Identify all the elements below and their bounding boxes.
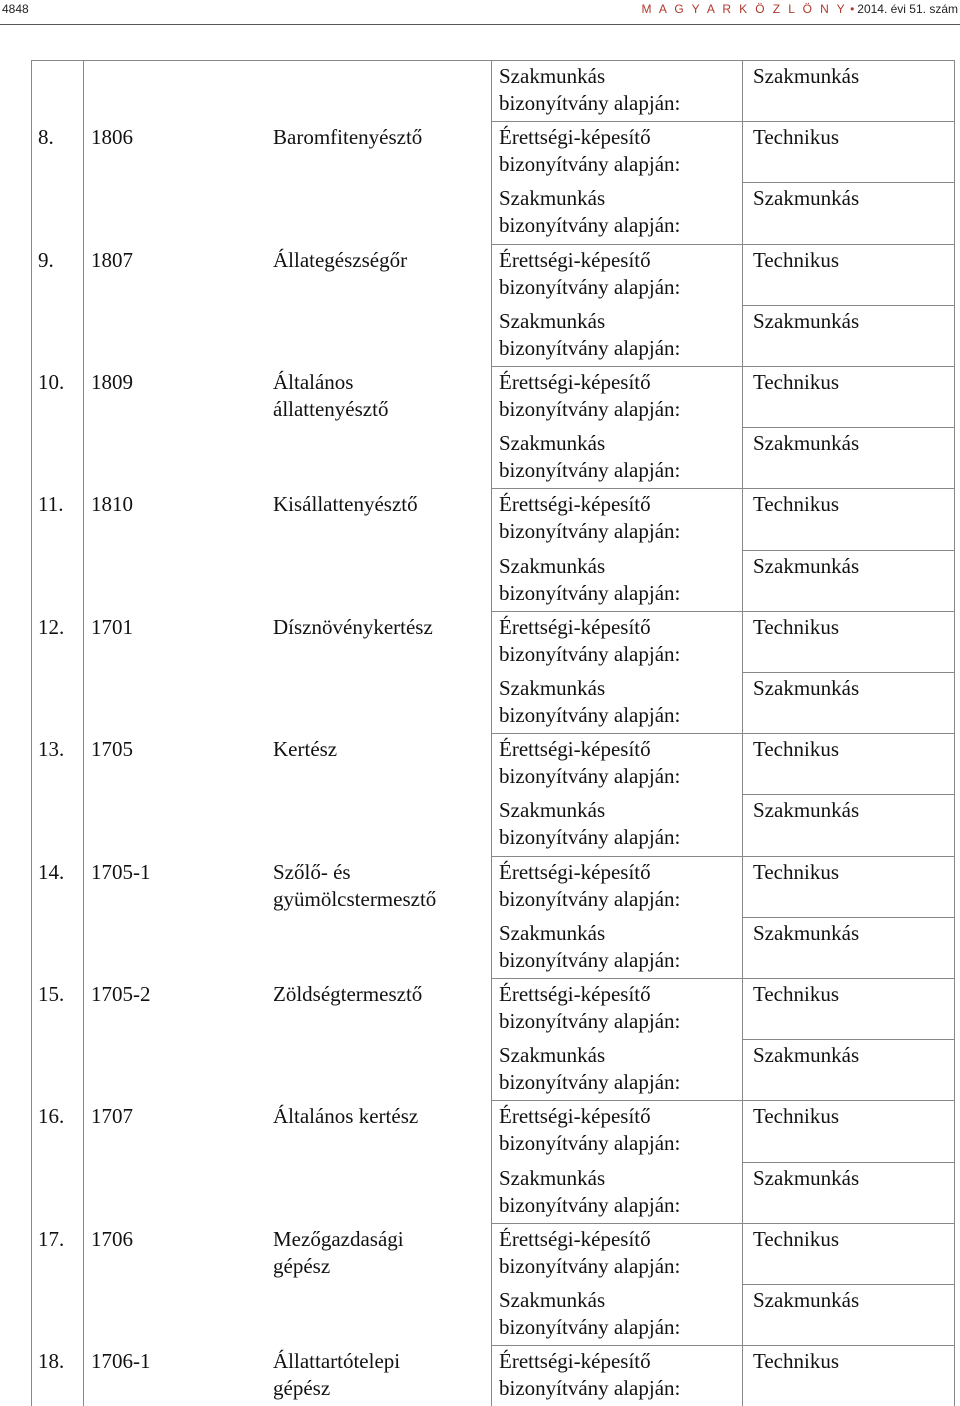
result-qualification: Szakmunkás [753, 308, 860, 333]
qualification-label: Érettségi-képesítő [499, 614, 651, 639]
row-number: 18. [38, 1349, 65, 1374]
qualification-basis: bizonyítvány alapján: [499, 458, 681, 483]
row-separator [491, 366, 954, 367]
row-number: 13. [38, 737, 65, 762]
publication-title [641, 2, 958, 16]
occupation-name: állattenyésztő [273, 397, 389, 421]
page-number: 4848 [2, 2, 29, 16]
qualification-basis: bizonyítvány alapján: [499, 703, 681, 727]
header-rule [0, 24, 960, 25]
row-separator [491, 1100, 954, 1101]
qualification-label: Szakmunkás [499, 308, 606, 333]
result-qualification: Szakmunkás [753, 186, 860, 211]
qualification-label: Szakmunkás [499, 186, 606, 211]
qualification-label: Érettségi-képesítő [499, 1349, 651, 1374]
row-separator [742, 182, 954, 183]
row-separator [742, 917, 954, 918]
row-separator [491, 1223, 954, 1224]
row-separator [491, 488, 954, 489]
result-qualification: Technikus [753, 492, 840, 517]
occupation-name: Kisállattenyésztő [273, 492, 418, 517]
occupation-code: 1810 [91, 492, 133, 517]
row-number: 17. [38, 1226, 65, 1251]
occupation-name: Állategészségőr [273, 247, 408, 272]
result-qualification: Szakmunkás [753, 1043, 860, 1068]
qualification-label: Érettségi-képesítő [499, 247, 651, 272]
separator-dot: • [850, 2, 855, 16]
row-separator [491, 733, 954, 734]
result-qualification: Szakmunkás [753, 798, 860, 823]
qualification-basis: bizonyítvány alapján: [499, 213, 681, 238]
occupation-name: gyümölcstermesztő [273, 886, 437, 911]
row-separator [491, 244, 954, 245]
row-number: 12. [38, 614, 65, 639]
result-qualification: Technikus [753, 737, 840, 762]
row-separator [491, 611, 954, 612]
qualification-label: Szakmunkás [499, 1043, 606, 1068]
occupation-name: Kertész [273, 737, 338, 762]
qualification-basis: bizonyítvány alapján: [499, 825, 681, 850]
row-separator [742, 1162, 954, 1163]
occupation-code: 1807 [91, 247, 133, 272]
row-separator [742, 672, 954, 673]
result-qualification: Technikus [753, 1226, 840, 1251]
row-number: 9. [38, 247, 54, 272]
result-qualification: Szakmunkás [753, 431, 860, 456]
row-separator [491, 1345, 954, 1346]
qualification-basis: bizonyítvány alapján: [499, 764, 681, 789]
qualification-label: Érettségi-képesítő [499, 737, 651, 762]
qualification-basis: bizonyítvány alapján: [499, 1192, 681, 1217]
qualification-table [31, 60, 955, 1406]
occupation-name: Baromfitenyésztő [273, 125, 423, 150]
qualification-label: Érettségi-képesítő [499, 859, 651, 884]
issue-label: 2014. évi 51. szám [857, 2, 958, 16]
occupation-code: 1706 [91, 1226, 133, 1251]
result-qualification: Technikus [753, 982, 840, 1006]
qualification-label: Szakmunkás [499, 1288, 606, 1312]
occupation-name: Dísznövénykertész [273, 614, 433, 639]
row-separator [742, 1039, 954, 1040]
qualification-basis: bizonyítvány alapján: [499, 397, 681, 421]
result-qualification: Szakmunkás [753, 1288, 860, 1312]
result-qualification: Technikus [753, 247, 840, 272]
qualification-label: Érettségi-képesítő [499, 982, 651, 1006]
column-divider-num [83, 60, 84, 1406]
qualification-label: Szakmunkás [499, 431, 606, 456]
qualification-basis: bizonyítvány alapján: [499, 152, 681, 177]
qualification-basis: bizonyítvány alapján: [499, 1131, 681, 1156]
occupation-code: 1707 [91, 1104, 133, 1129]
row-separator [491, 121, 954, 122]
qualification-basis: bizonyítvány alapján: [499, 580, 681, 605]
row-separator [742, 305, 954, 306]
row-separator [491, 978, 954, 979]
qualification-label: Érettségi-képesítő [499, 370, 651, 394]
row-number: 10. [38, 370, 65, 394]
occupation-code: 1701 [91, 614, 133, 639]
row-separator [742, 550, 954, 551]
occupation-code: 1806 [91, 125, 133, 150]
occupation-name: Állattartótelepi [273, 1349, 401, 1374]
result-qualification: Szakmunkás [753, 676, 860, 700]
occupation-code: 1705-2 [91, 982, 151, 1006]
result-qualification: Technikus [753, 614, 840, 639]
row-number: 16. [38, 1104, 65, 1129]
result-qualification: Technikus [753, 1104, 840, 1129]
qualification-label: Szakmunkás [499, 676, 606, 700]
result-qualification: Szakmunkás [753, 1165, 860, 1190]
qualification-label: Érettségi-képesítő [499, 1104, 651, 1129]
qualification-label: Szakmunkás [499, 798, 606, 823]
page-header [0, 0, 960, 26]
qualification-label: Érettségi-képesítő [499, 492, 651, 517]
table-border-right [954, 60, 955, 1406]
row-separator [491, 856, 954, 857]
row-number: 11. [38, 492, 64, 517]
qualification-label: Szakmunkás [499, 553, 606, 578]
qualification-basis: bizonyítvány alapján: [499, 1070, 681, 1095]
result-qualification: Szakmunkás [753, 920, 860, 945]
occupation-code: 1705 [91, 737, 133, 762]
qualification-label: Érettségi-képesítő [499, 125, 651, 150]
row-separator [742, 1284, 954, 1285]
occupation-code: 1809 [91, 370, 133, 394]
occupation-code: 1705-1 [91, 859, 151, 884]
qualification-basis: bizonyítvány alapján: [499, 947, 681, 972]
qualification-basis: bizonyítvány alapján: [499, 91, 681, 115]
result-qualification: Szakmunkás [753, 553, 860, 578]
qualification-basis: bizonyítvány alapján: [499, 1376, 681, 1401]
table-border-left [31, 60, 32, 1406]
result-qualification: Technikus [753, 125, 840, 150]
gazette-name: M A G Y A R K Ö Z L Ö N Y [641, 2, 848, 16]
occupation-code: 1706-1 [91, 1349, 151, 1374]
result-qualification: Szakmunkás [753, 64, 860, 88]
occupation-name: Általános [273, 370, 354, 394]
result-qualification: Technikus [753, 370, 840, 394]
qualification-basis: bizonyítvány alapján: [499, 1253, 681, 1278]
qualification-basis: bizonyítvány alapján: [499, 519, 681, 544]
occupation-name: gépész [273, 1376, 331, 1401]
qualification-basis: bizonyítvány alapján: [499, 274, 681, 299]
qualification-basis: bizonyítvány alapján: [499, 1009, 681, 1033]
row-separator [742, 794, 954, 795]
row-number: 15. [38, 982, 65, 1006]
qualification-label: Szakmunkás [499, 920, 606, 945]
occupation-name: Általános kertész [273, 1104, 419, 1129]
row-number: 14. [38, 859, 65, 884]
qualification-label: Érettségi-képesítő [499, 1226, 651, 1251]
qualification-basis: bizonyítvány alapján: [499, 641, 681, 666]
occupation-name: Mezőgazdasági [273, 1226, 404, 1251]
occupation-name: Szőlő- és [273, 859, 351, 884]
qualification-basis: bizonyítvány alapján: [499, 1315, 681, 1339]
result-qualification: Technikus [753, 1349, 840, 1374]
qualification-basis: bizonyítvány alapján: [499, 886, 681, 911]
result-qualification: Technikus [753, 859, 840, 884]
table-top-border [31, 60, 955, 61]
qualification-label: Szakmunkás [499, 64, 606, 88]
row-number: 8. [38, 125, 54, 150]
row-separator [742, 427, 954, 428]
qualification-basis: bizonyítvány alapján: [499, 335, 681, 360]
occupation-name: gépész [273, 1253, 331, 1278]
qualification-label: Szakmunkás [499, 1165, 606, 1190]
occupation-name: Zöldségtermesztő [273, 982, 423, 1006]
